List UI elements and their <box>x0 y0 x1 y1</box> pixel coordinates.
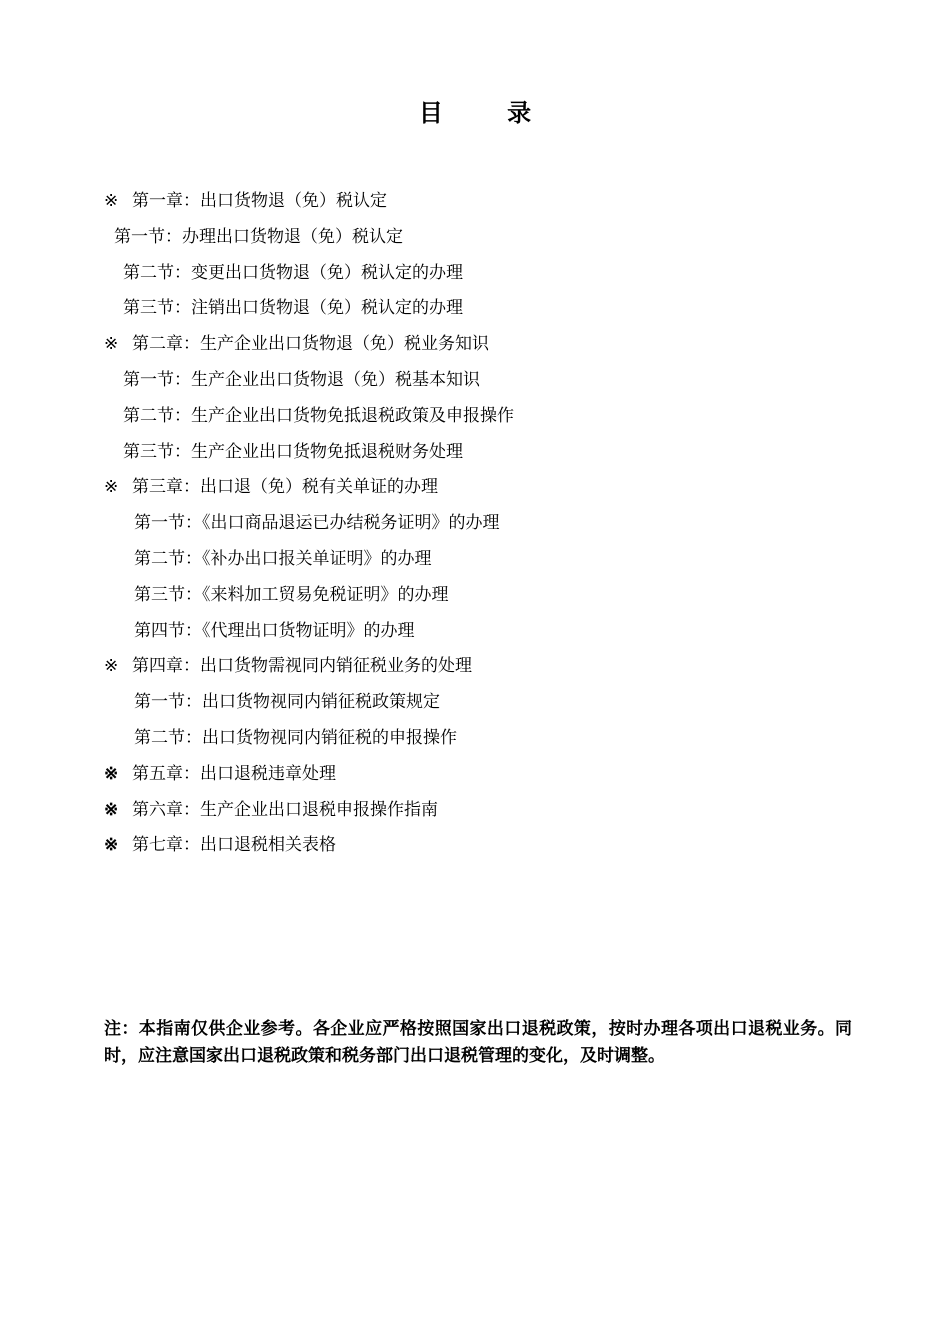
toc-chapter[interactable] <box>0 649 950 685</box>
reference-mark-icon: ※ <box>104 477 119 498</box>
toc-entry-text: 第二节：变更出口货物退（免）税认定的办理 <box>123 262 463 283</box>
toc-section[interactable] <box>0 435 950 471</box>
toc-entry-text: 第一节：生产企业出口货物退（免）税基本知识 <box>123 369 480 390</box>
toc-section[interactable] <box>0 542 950 578</box>
reference-mark-icon: ※ <box>104 763 119 784</box>
toc-section[interactable] <box>0 721 950 757</box>
toc-entry-text: 第四节：《代理出口货物证明》的办理 <box>134 620 415 641</box>
toc-section[interactable] <box>0 506 950 542</box>
toc-entry-text: 第三章：出口退（免）税有关单证的办理 <box>132 477 438 498</box>
toc-entry-text: 第四章：出口货物需视同内销征税业务的处理 <box>132 656 472 677</box>
toc-section[interactable] <box>0 220 950 256</box>
toc-entry-text: 第五章：出口退税违章处理 <box>132 763 336 784</box>
toc-entry-text: 第二节：出口货物视同内销征税的申报操作 <box>134 727 457 748</box>
toc-section[interactable] <box>0 614 950 650</box>
toc-chapter[interactable] <box>0 327 950 363</box>
toc-entry-text: 第三节：生产企业出口货物免抵退税财务处理 <box>123 441 463 462</box>
toc-entry-text: 第一章：出口货物退（免）税认定 <box>132 191 387 211</box>
toc-section[interactable] <box>0 256 950 292</box>
toc-entry-text: 第一节：办理出口货物退（免）税认定 <box>114 226 403 247</box>
toc-section[interactable] <box>0 399 950 435</box>
toc-entry-text: 第二章：生产企业出口货物退（免）税业务知识 <box>132 334 489 355</box>
toc-section[interactable] <box>0 363 950 399</box>
toc-entry-text: 第一节：《出口商品退运已办结税务证明》的办理 <box>134 513 500 534</box>
toc-entry-text: 第一节：出口货物视同内销征税政策规定 <box>134 692 440 713</box>
toc-section[interactable] <box>0 685 950 721</box>
toc-entry-text: 第三节：注销出口货物退（免）税认定的办理 <box>123 298 463 319</box>
toc-entry-text: 第三节：《来料加工贸易免税证明》的办理 <box>134 584 449 605</box>
reference-mark-icon: ※ <box>104 334 119 355</box>
toc-chapter[interactable] <box>0 470 950 506</box>
toc-chapter[interactable] <box>0 828 950 864</box>
toc-entry-text: 第七章：出口退税相关表格 <box>132 835 336 856</box>
reference-mark-icon: ※ <box>104 799 119 820</box>
page-title: 目 录 <box>418 98 560 127</box>
reference-mark-icon: ※ <box>104 835 119 856</box>
toc-chapter[interactable] <box>0 757 950 793</box>
reference-mark-icon: ※ <box>104 191 119 211</box>
toc-entry-text: 第二节：生产企业出口货物免抵退税政策及申报操作 <box>123 405 514 426</box>
table-of-contents <box>0 184 950 864</box>
toc-chapter[interactable] <box>0 793 950 829</box>
toc-section[interactable] <box>0 578 950 614</box>
toc-section[interactable] <box>0 291 950 327</box>
footnote: 注：本指南仅供企业参考。各企业应严格按照国家出口退税政策，按时办理各项出口退税业务。同时，应注意国家出口退税政策和税务部门出口退税管理的变化，及时调整。 <box>104 1019 852 1066</box>
toc-chapter[interactable] <box>0 184 950 220</box>
toc-entry-text: 第二节：《补办出口报关单证明》的办理 <box>134 548 432 569</box>
toc-entry-text: 第六章：生产企业出口退税申报操作指南 <box>132 799 438 820</box>
reference-mark-icon: ※ <box>104 656 119 677</box>
